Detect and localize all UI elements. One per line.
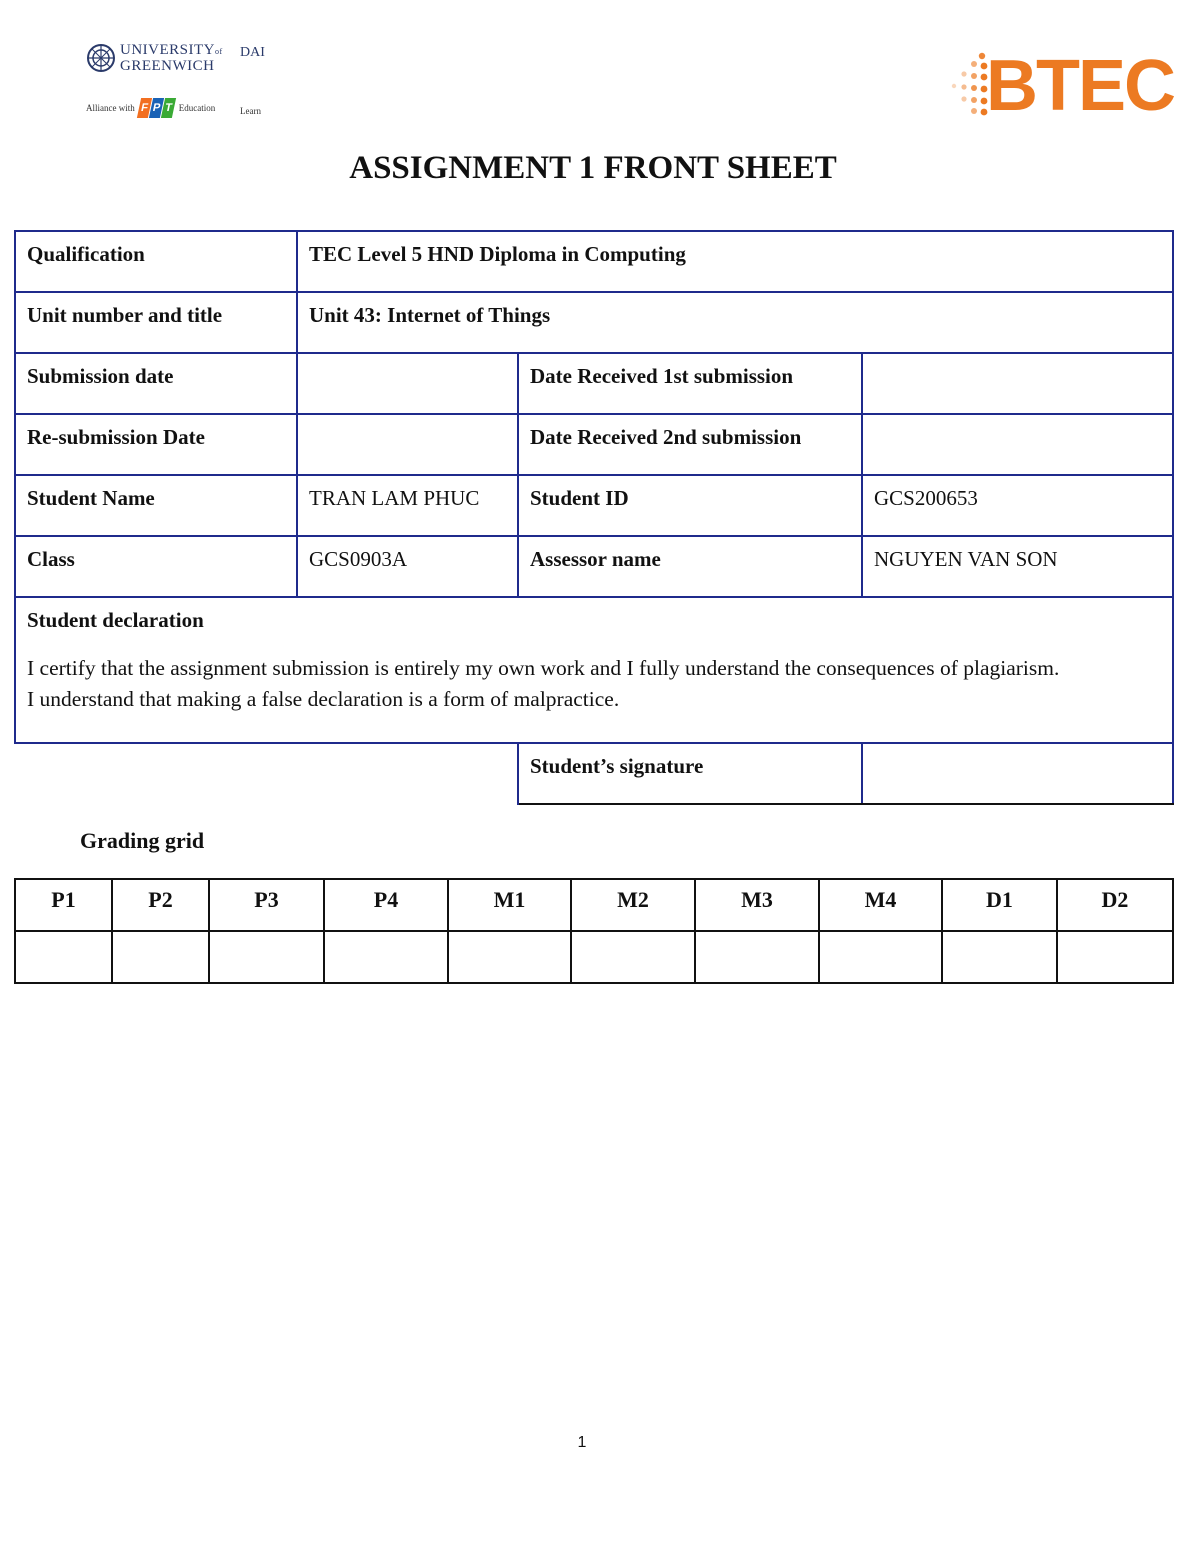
table-row — [15, 414, 1173, 475]
page-number: 1 — [577, 1434, 587, 1451]
grade-header: P2 — [112, 879, 209, 931]
grade-header: M3 — [695, 879, 819, 931]
resubmission-date-value[interactable] — [297, 414, 518, 475]
table-row — [15, 536, 1173, 597]
grade-cell[interactable] — [695, 931, 819, 983]
qualification-label: Qualification — [15, 231, 297, 292]
grade-cell[interactable] — [571, 931, 695, 983]
uog-of: of — [215, 46, 223, 56]
grade-cell[interactable] — [942, 931, 1057, 983]
alliance-prefix: Alliance with — [86, 103, 135, 113]
grade-cell[interactable] — [448, 931, 571, 983]
student-id-label: Student ID — [518, 475, 862, 536]
assessor-value: NGUYEN VAN SON — [862, 536, 1173, 597]
table-row — [15, 475, 1173, 536]
grade-cell[interactable] — [324, 931, 448, 983]
class-value: GCS0903A — [297, 536, 518, 597]
unit-label: Unit number and title — [15, 292, 297, 353]
grade-cell[interactable] — [819, 931, 942, 983]
grading-grid — [14, 878, 1174, 984]
date-received-1-label: Date Received 1st submission — [518, 353, 862, 414]
fpt-letter-t: T — [161, 98, 176, 118]
grading-value-row — [15, 931, 1173, 983]
unit-value: Unit 43: Internet of Things — [297, 292, 1173, 353]
grade-header: P3 — [209, 879, 324, 931]
uog-line2: GREENWICH — [120, 57, 215, 74]
btec-wordmark: BTEC — [986, 46, 1174, 126]
grade-header: M2 — [571, 879, 695, 931]
grading-header-row — [15, 879, 1173, 931]
grade-header: D1 — [942, 879, 1057, 931]
grade-cell[interactable] — [209, 931, 324, 983]
resubmission-date-label: Re-submission Date — [15, 414, 297, 475]
grading-grid-label: Grading grid — [80, 828, 205, 853]
date-received-1-value[interactable] — [862, 353, 1173, 414]
btec-logo — [944, 46, 1180, 126]
signature-value[interactable] — [862, 743, 1173, 804]
declaration-heading: Student declaration — [27, 608, 204, 632]
qualification-value: TEC Level 5 HND Diploma in Computing — [297, 231, 1173, 292]
uog-wordmark — [86, 40, 223, 76]
table-row — [15, 231, 1173, 292]
submission-date-value[interactable] — [297, 353, 518, 414]
dai-text: DAI — [240, 45, 265, 60]
table-row — [15, 292, 1173, 353]
grade-header: M4 — [819, 879, 942, 931]
fpt-letter-p: P — [149, 98, 164, 118]
crest-icon — [86, 40, 116, 76]
grade-header: D2 — [1057, 879, 1173, 931]
blank-cell — [15, 743, 518, 804]
student-id-value: GCS200653 — [862, 475, 1173, 536]
grade-header: P4 — [324, 879, 448, 931]
grade-cell[interactable] — [1057, 931, 1173, 983]
fpt-logo — [139, 98, 175, 118]
student-name-value: TRAN LAM PHUC — [297, 475, 518, 536]
table-row — [15, 597, 1173, 743]
table-row — [15, 353, 1173, 414]
date-received-2-label: Date Received 2nd submission — [518, 414, 862, 475]
class-label: Class — [15, 536, 297, 597]
grade-header: M1 — [448, 879, 571, 931]
table-row — [15, 743, 1173, 804]
grade-cell[interactable] — [112, 931, 209, 983]
university-of-greenwich-logo — [86, 40, 276, 130]
declaration-line-1: I certify that the assignment submission is entirely my own work and I fully understand the consequences of plagiarism. — [27, 656, 1060, 680]
alliance-suffix: Education — [178, 103, 216, 113]
submission-date-label: Submission date — [15, 353, 297, 414]
assignment-info-table — [14, 230, 1174, 805]
grade-header: P1 — [15, 879, 112, 931]
alliance-tail: Learn — [240, 106, 261, 116]
grade-cell[interactable] — [15, 931, 112, 983]
uog-line1: UNIVERSITY — [120, 41, 215, 58]
page-title: ASSIGNMENT 1 FRONT SHEET — [349, 150, 837, 186]
signature-label: Student’s signature — [518, 743, 862, 804]
assessor-label: Assessor name — [518, 536, 862, 597]
date-received-2-value[interactable] — [862, 414, 1173, 475]
student-declaration — [15, 597, 1173, 743]
fpt-alliance — [86, 98, 215, 118]
btec-dots-icon — [944, 50, 992, 126]
student-name-label: Student Name — [15, 475, 297, 536]
declaration-line-2: I understand that making a false declaration is a form of malpractice. — [27, 687, 620, 711]
fpt-letter-f: F — [137, 98, 152, 118]
